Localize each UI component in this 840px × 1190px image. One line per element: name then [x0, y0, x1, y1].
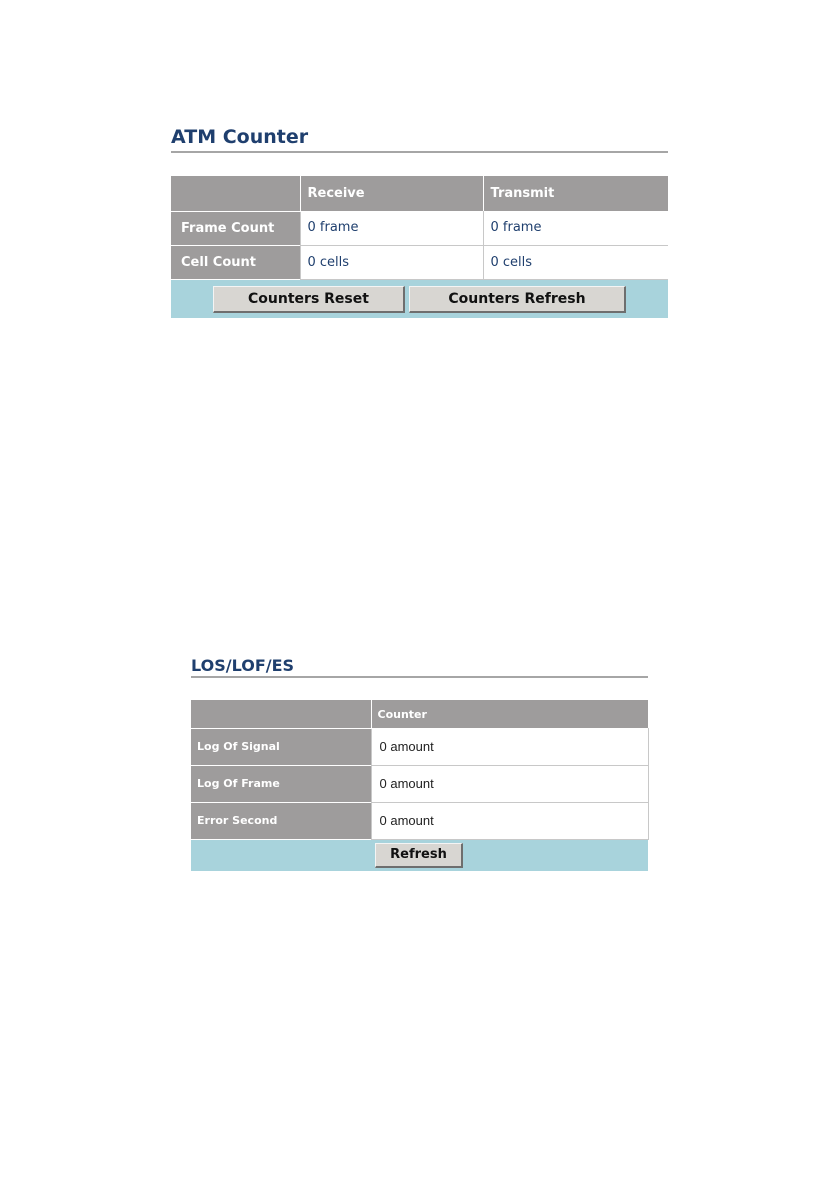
log-of-frame-value: 0 amount — [371, 765, 648, 802]
frame-count-receive: 0 frame — [300, 211, 483, 245]
table-row — [191, 728, 648, 765]
table-row — [191, 802, 648, 839]
atm-header-receive: Receive — [300, 176, 483, 211]
counters-reset-button[interactable]: Counters Reset — [213, 286, 405, 313]
frame-count-transmit: 0 frame — [483, 211, 668, 245]
los-button-bar — [191, 840, 648, 871]
table-row — [191, 765, 648, 802]
atm-counter-title: ATM Counter — [171, 126, 668, 153]
atm-counter-table — [171, 176, 668, 280]
los-lof-es-panel — [191, 656, 648, 871]
atm-button-bar — [171, 280, 668, 318]
atm-counter-panel — [171, 126, 668, 318]
row-label-log-of-signal: Log Of Signal — [191, 728, 371, 765]
table-row — [171, 245, 668, 279]
atm-header-row — [171, 176, 668, 211]
cell-count-receive: 0 cells — [300, 245, 483, 279]
counters-refresh-button[interactable]: Counters Refresh — [409, 286, 626, 313]
row-label-log-of-frame: Log Of Frame — [191, 765, 371, 802]
table-row — [171, 211, 668, 245]
atm-header-transmit: Transmit — [483, 176, 668, 211]
refresh-button[interactable]: Refresh — [375, 843, 463, 868]
error-second-value: 0 amount — [371, 802, 648, 839]
los-header-blank — [191, 700, 371, 728]
cell-count-transmit: 0 cells — [483, 245, 668, 279]
row-label-frame-count: Frame Count — [171, 211, 300, 245]
los-header-row — [191, 700, 648, 728]
los-lof-es-table — [191, 700, 649, 840]
row-label-cell-count: Cell Count — [171, 245, 300, 279]
atm-header-blank — [171, 176, 300, 211]
los-header-counter: Counter — [371, 700, 648, 728]
los-lof-es-title: LOS/LOF/ES — [191, 656, 648, 678]
row-label-error-second: Error Second — [191, 802, 371, 839]
log-of-signal-value: 0 amount — [371, 728, 648, 765]
